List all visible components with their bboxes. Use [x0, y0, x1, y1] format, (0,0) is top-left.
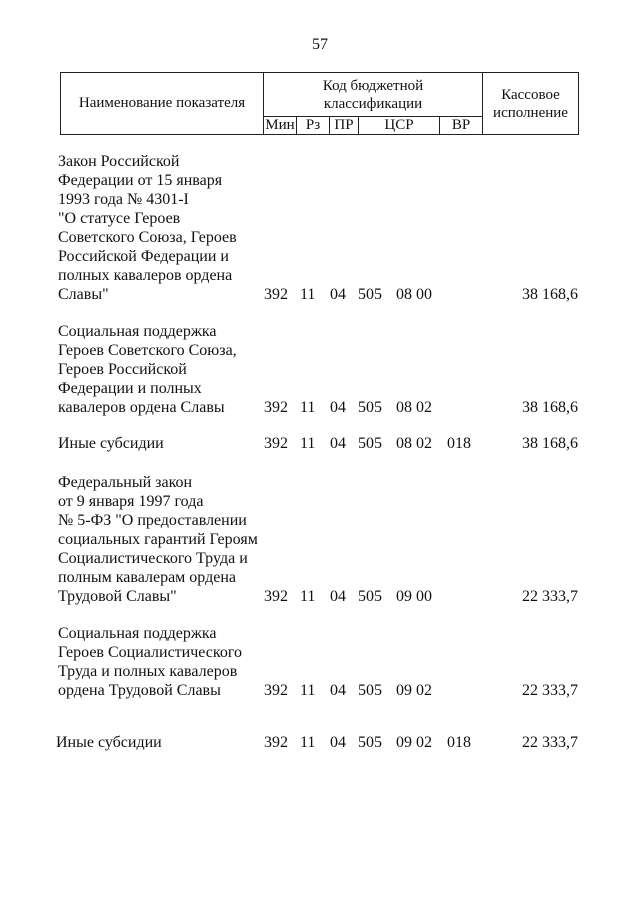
- code-rz: 11: [300, 399, 316, 416]
- amount: 22 333,7: [522, 734, 578, 751]
- amount: 38 168,6: [522, 435, 578, 452]
- name-line: "О статусе Героев: [58, 210, 181, 227]
- code-min: 392: [264, 588, 288, 605]
- row-name: [56, 733, 266, 752]
- code-vr: 018: [447, 435, 471, 452]
- header-amount-line1: Кассовое: [501, 86, 560, 103]
- code-min: 392: [264, 286, 288, 303]
- name-line: ордена Трудовой Славы: [58, 682, 221, 699]
- name-line: Федерации от 15 января: [58, 172, 223, 189]
- code-csr-suffix: 09 00: [396, 588, 432, 605]
- code-rz: 11: [300, 286, 316, 303]
- name-line: Славы": [58, 286, 109, 303]
- header-rz: Рз: [297, 117, 330, 135]
- code-csr-suffix: 08 02: [396, 435, 432, 452]
- code-pr: 04: [330, 399, 346, 416]
- table-row: [0, 473, 640, 606]
- table-row: [0, 152, 640, 304]
- row-name: [58, 322, 268, 417]
- header-pr: ПР: [330, 117, 359, 135]
- name-line: Героев Советского Союза,: [58, 342, 237, 359]
- name-line: Социальная поддержка: [58, 625, 217, 642]
- name-line: Закон Российской: [58, 153, 180, 170]
- code-rz: 11: [300, 588, 316, 605]
- code-csr-suffix: 09 02: [396, 734, 432, 751]
- code-csr-prefix: 505: [358, 734, 382, 751]
- code-pr: 04: [330, 588, 346, 605]
- code-csr-prefix: 505: [358, 286, 382, 303]
- code-min: 392: [264, 435, 288, 452]
- code-csr-prefix: 505: [358, 588, 382, 605]
- header-min: Мин: [265, 117, 295, 133]
- name-line: Советского Союза, Героев: [58, 229, 237, 246]
- name-line: Иные субсидии: [56, 734, 162, 751]
- name-line: Героев Российской: [58, 361, 187, 378]
- name-line: полным кавалерам ордена: [58, 569, 236, 586]
- row-name: [58, 152, 268, 304]
- header-vr: ВР: [440, 117, 483, 135]
- code-min: 392: [264, 682, 288, 699]
- name-line: Героев Социалистического: [58, 644, 242, 661]
- table-row: [0, 322, 640, 417]
- code-csr-suffix: 08 02: [396, 399, 432, 416]
- code-csr-prefix: 505: [358, 399, 382, 416]
- code-csr-suffix: 08 00: [396, 286, 432, 303]
- table-header: [60, 72, 579, 135]
- name-line: 1993 года № 4301-I: [58, 191, 189, 208]
- amount: 22 333,7: [522, 588, 578, 605]
- code-csr-prefix: 505: [358, 435, 382, 452]
- row-name: [58, 434, 268, 453]
- name-line: Федеральный закон: [58, 474, 193, 491]
- name-line: кавалеров ордена Славы: [58, 399, 225, 416]
- code-rz: 11: [300, 734, 316, 751]
- header-code-group: [264, 73, 483, 117]
- code-pr: 04: [330, 435, 346, 452]
- name-line: Иные субсидии: [58, 435, 164, 452]
- header-amount-line2: исполнение: [493, 104, 568, 121]
- header-code-group-line2: классификации: [323, 95, 423, 112]
- name-line: от 9 января 1997 года: [58, 493, 204, 510]
- name-line: Социалистического Труда и: [58, 550, 248, 567]
- table-row: [0, 624, 640, 700]
- name-line: социальных гарантий Героям: [58, 531, 258, 548]
- row-name: [58, 473, 268, 606]
- code-min: 392: [264, 734, 288, 751]
- name-line: Трудовой Славы": [58, 588, 177, 605]
- amount: 38 168,6: [522, 286, 578, 303]
- name-line: Труда и полных кавалеров: [58, 663, 238, 680]
- code-csr-prefix: 505: [358, 682, 382, 699]
- header-amount: [483, 73, 579, 135]
- amount: 38 168,6: [522, 399, 578, 416]
- table-row: [0, 733, 640, 752]
- header-csr: ЦСР: [359, 117, 440, 135]
- name-line: Социальная поддержка: [58, 323, 217, 340]
- header-name-column: Наименование показателя: [61, 73, 264, 135]
- code-csr-suffix: 09 02: [396, 682, 432, 699]
- code-pr: 04: [330, 682, 346, 699]
- table-row: [0, 434, 640, 453]
- name-line: № 5-ФЗ "О предоставлении: [58, 512, 247, 529]
- code-rz: 11: [300, 682, 316, 699]
- name-line: Российской Федерации и: [58, 248, 229, 265]
- code-vr: 018: [447, 734, 471, 751]
- row-name: [58, 624, 268, 700]
- code-pr: 04: [330, 734, 346, 751]
- name-line: полных кавалеров ордена: [58, 267, 233, 284]
- header-code-group-line1: Код бюджетной: [322, 77, 424, 94]
- code-rz: 11: [300, 435, 316, 452]
- page-number: 57: [312, 36, 328, 53]
- amount: 22 333,7: [522, 682, 578, 699]
- name-line: Федерации и полных: [58, 380, 202, 397]
- code-pr: 04: [330, 286, 346, 303]
- code-min: 392: [264, 399, 288, 416]
